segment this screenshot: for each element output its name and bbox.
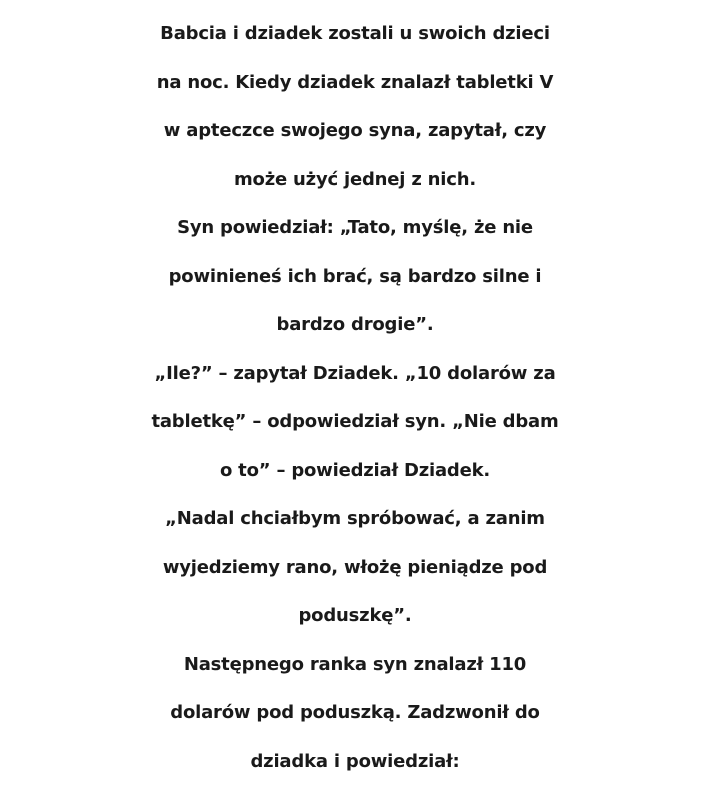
story-line: może użyć jednej z nich. <box>233 168 476 190</box>
story-line: poduszkę”. <box>298 605 412 626</box>
story-line: o to” – powiedział Dziadek. <box>219 459 491 481</box>
story-line: wyjedziemy rano, włożę pieniądze pod <box>162 556 548 578</box>
story-line: Następnego ranka syn znalazł 110 <box>183 653 527 675</box>
story-line: bardzo drogie”. <box>276 314 434 335</box>
story-line: tabletkę” – odpowiedział syn. „Nie dbam <box>151 411 559 432</box>
story-line: powinieneś ich brać, są bardzo silne i <box>168 265 542 287</box>
story-line: dolarów pod poduszką. Zadzwonił do <box>170 702 540 723</box>
story-line: na noc. Kiedy dziadek znalazł tabletki V <box>156 71 554 93</box>
story-line: Syn powiedział: „Tato, myślę, że nie <box>177 217 533 238</box>
story-line: Babcia i dziadek zostali u swoich dzieci <box>160 23 550 44</box>
story-text <box>0 10 710 786</box>
story-line: „Nadal chciałbym spróbować, a zanim <box>165 508 545 529</box>
story-line: „Ile?” – zapytał Dziadek. „10 dolarów za <box>154 362 556 384</box>
story-line: w apteczce swojego syna, zapytał, czy <box>163 120 547 141</box>
story-line: dziadka i powiedział: <box>250 750 460 772</box>
